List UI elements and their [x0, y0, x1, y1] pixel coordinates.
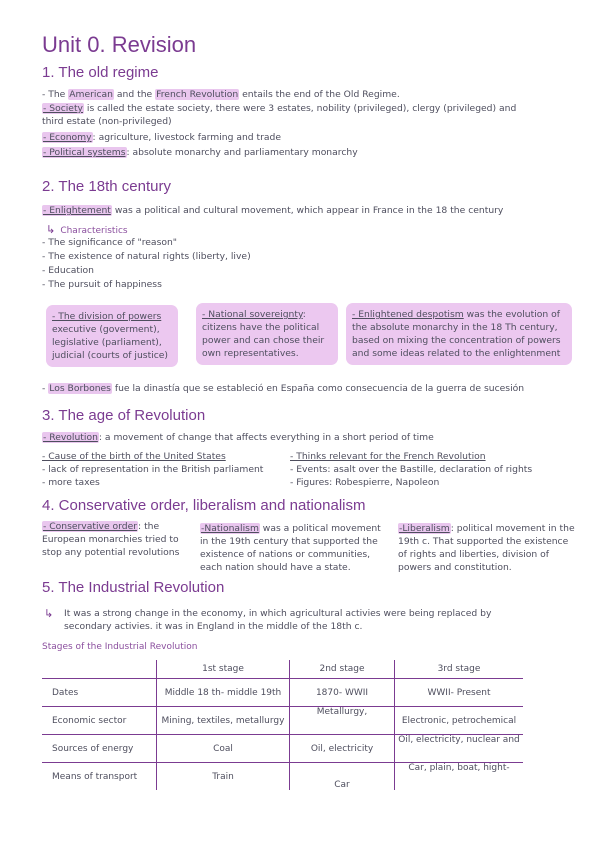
characteristics-label: [46, 218, 128, 237]
borbones-text: fue la dinastía que se estableció en España como consecuencia de la guerra de sucesión: [111, 383, 525, 394]
industrial-arrow-icon: [44, 602, 53, 621]
text-line: secondary activies. it was in England in the middle of the 18th c.: [64, 621, 363, 632]
list-item: - Figures: Robespierre, Napoleon: [290, 477, 440, 488]
table-cell: Train: [157, 763, 290, 791]
list-item: - The existence of natural rights (liberty, live): [42, 251, 251, 262]
row-label: Means of transport: [42, 763, 157, 791]
section-3-heading: 3. The age of Revolution: [42, 407, 206, 424]
national-sovereignty-box: [196, 303, 338, 365]
political-term: - Political systems: [43, 147, 126, 158]
box-text: was the evolution of the absolute monarchy in the 18 Th century, based on mixing the concentration of powers and some ideas related to the enlightenment: [352, 309, 561, 359]
section-2-heading: 2. The 18th century: [42, 178, 171, 195]
table-cell: Oil, electricity, nuclear and: [395, 735, 524, 763]
french-revolution-highlight: French Revolution: [156, 89, 239, 100]
characteristics-text: Characteristics: [60, 226, 128, 236]
enlightenment-line: [42, 204, 572, 217]
table-cell: Oil, electricity: [290, 735, 395, 763]
revolution-line: [42, 431, 572, 444]
table-cell: Electronic, petrochemical: [395, 707, 524, 735]
list-item: - lack of representation in the British parliament: [42, 464, 264, 475]
table-header: 3rd stage: [395, 660, 524, 679]
revolution-term: - Revolution: [43, 432, 98, 443]
table-cell: Coal: [157, 735, 290, 763]
liberalism-block: [398, 522, 576, 574]
row-label: Dates: [42, 679, 157, 707]
table-header: 2nd stage: [290, 660, 395, 679]
division-of-powers-box: [46, 305, 178, 367]
text: and the: [113, 89, 156, 100]
text: -: [42, 383, 49, 394]
table-row: [42, 707, 523, 735]
economy-term: - Economy: [43, 132, 92, 143]
enlightened-despotism-box: [346, 303, 572, 365]
political-line: [42, 146, 358, 159]
list-item: - The pursuit of happiness: [42, 279, 162, 290]
liberalism-text: : political movement in the 19th c. That supported the existence of rights and liberties, division of powers and constitution.: [398, 523, 575, 573]
conservative-term: - Conservative order: [43, 521, 138, 532]
society-line: [42, 102, 562, 128]
enlightenment-term: - Enlightement: [43, 205, 111, 216]
conservative-order-block: [42, 520, 192, 559]
list-item: - The significance of "reason": [42, 237, 178, 248]
economy-text: : agriculture, livestock farming and trade: [92, 132, 282, 143]
nationalism-term: -Nationalism: [201, 523, 259, 534]
society-text: is called the estate society, there were 3 estates, nobility (privileged), clergy (privileged) and: [84, 103, 517, 114]
arrow-icon: ↳: [44, 607, 54, 620]
table-corner: [42, 660, 157, 679]
box-title: - The division of powers: [52, 311, 162, 322]
list-item: - Events: asalt over the Bastille, declaration of rights: [290, 464, 533, 475]
arrow-icon: ↳: [46, 223, 56, 236]
industrial-text: [64, 607, 584, 633]
things-title: - Thinks relevant for the French Revolution: [290, 451, 486, 462]
enlightenment-text: was a political and cultural movement, which appear in France in the 18 the century: [111, 205, 504, 216]
list-item: - Education: [42, 265, 94, 276]
section-1-heading: 1. The old regime: [42, 64, 159, 81]
liberalism-term: -Liberalism: [399, 523, 450, 534]
table-row: [42, 735, 523, 763]
page-title: Unit 0. Revision: [42, 32, 197, 57]
box-title: - National sovereignty: [202, 309, 303, 320]
text: - The: [42, 89, 69, 100]
text-line: It was a strong change in the economy, in which agricultural activies were being replaced by: [64, 608, 492, 619]
american-highlight: American: [69, 89, 113, 100]
box-text: : citizens have the political power and can chose their own representatives.: [202, 309, 325, 359]
table-cell: Car: [290, 763, 395, 791]
table-cell: Car, plain, boat, hight-: [395, 763, 524, 791]
table-cell: 1870- WWII: [290, 679, 395, 707]
borbones-term: Los Borbones: [49, 383, 111, 394]
box-title: - Enlightened despotism: [352, 309, 464, 320]
cause-usa-block: [42, 450, 282, 489]
table-cell: Metallurgy,: [290, 707, 395, 735]
box-text: executive (goverment), legislative (parliament), judicial (courts of justice): [52, 324, 169, 361]
table-header-row: [42, 660, 523, 679]
table-cell: WWII- Present: [395, 679, 524, 707]
row-label: Sources of energy: [42, 735, 157, 763]
economy-line: [42, 131, 281, 144]
revolution-text: : a movement of change that affects everything in a short period of time: [98, 432, 434, 443]
nationalism-block: [200, 522, 390, 574]
text: entails the end of the Old Regime.: [239, 89, 400, 100]
cause-title: - Cause of the birth of the United States: [42, 451, 226, 462]
stages-table: [42, 660, 523, 790]
list-item: - more taxes: [42, 477, 100, 488]
table-cell: Mining, textiles, metallurgy: [157, 707, 290, 735]
society-term: - Society: [43, 103, 83, 114]
borbones-line: [42, 382, 582, 395]
conservative-text: : the European monarchies tried to stop any potential revolutions: [42, 521, 180, 558]
characteristics-list: [42, 236, 251, 291]
table-row: [42, 763, 523, 791]
society-text-2: third estate (non-privileged): [42, 116, 172, 127]
section-4-heading: 4. Conservative order, liberalism and nationalism: [42, 497, 366, 514]
political-text: : absolute monarchy and parliamentary monarchy: [126, 147, 358, 158]
french-revolution-block: [290, 450, 580, 489]
table-cell: Middle 18 th- middle 19th: [157, 679, 290, 707]
old-regime-line: [42, 88, 562, 101]
nationalism-text: was a political movement in the 19th century that supported the existence of nations or communities, each nation should have a state.: [200, 523, 381, 573]
table-header: 1st stage: [157, 660, 290, 679]
table-row: [42, 679, 523, 707]
row-label: Economic sector: [42, 707, 157, 735]
section-5-heading: 5. The Industrial Revolution: [42, 579, 225, 596]
stages-title: Stages of the Industrial Revolution: [42, 642, 198, 652]
